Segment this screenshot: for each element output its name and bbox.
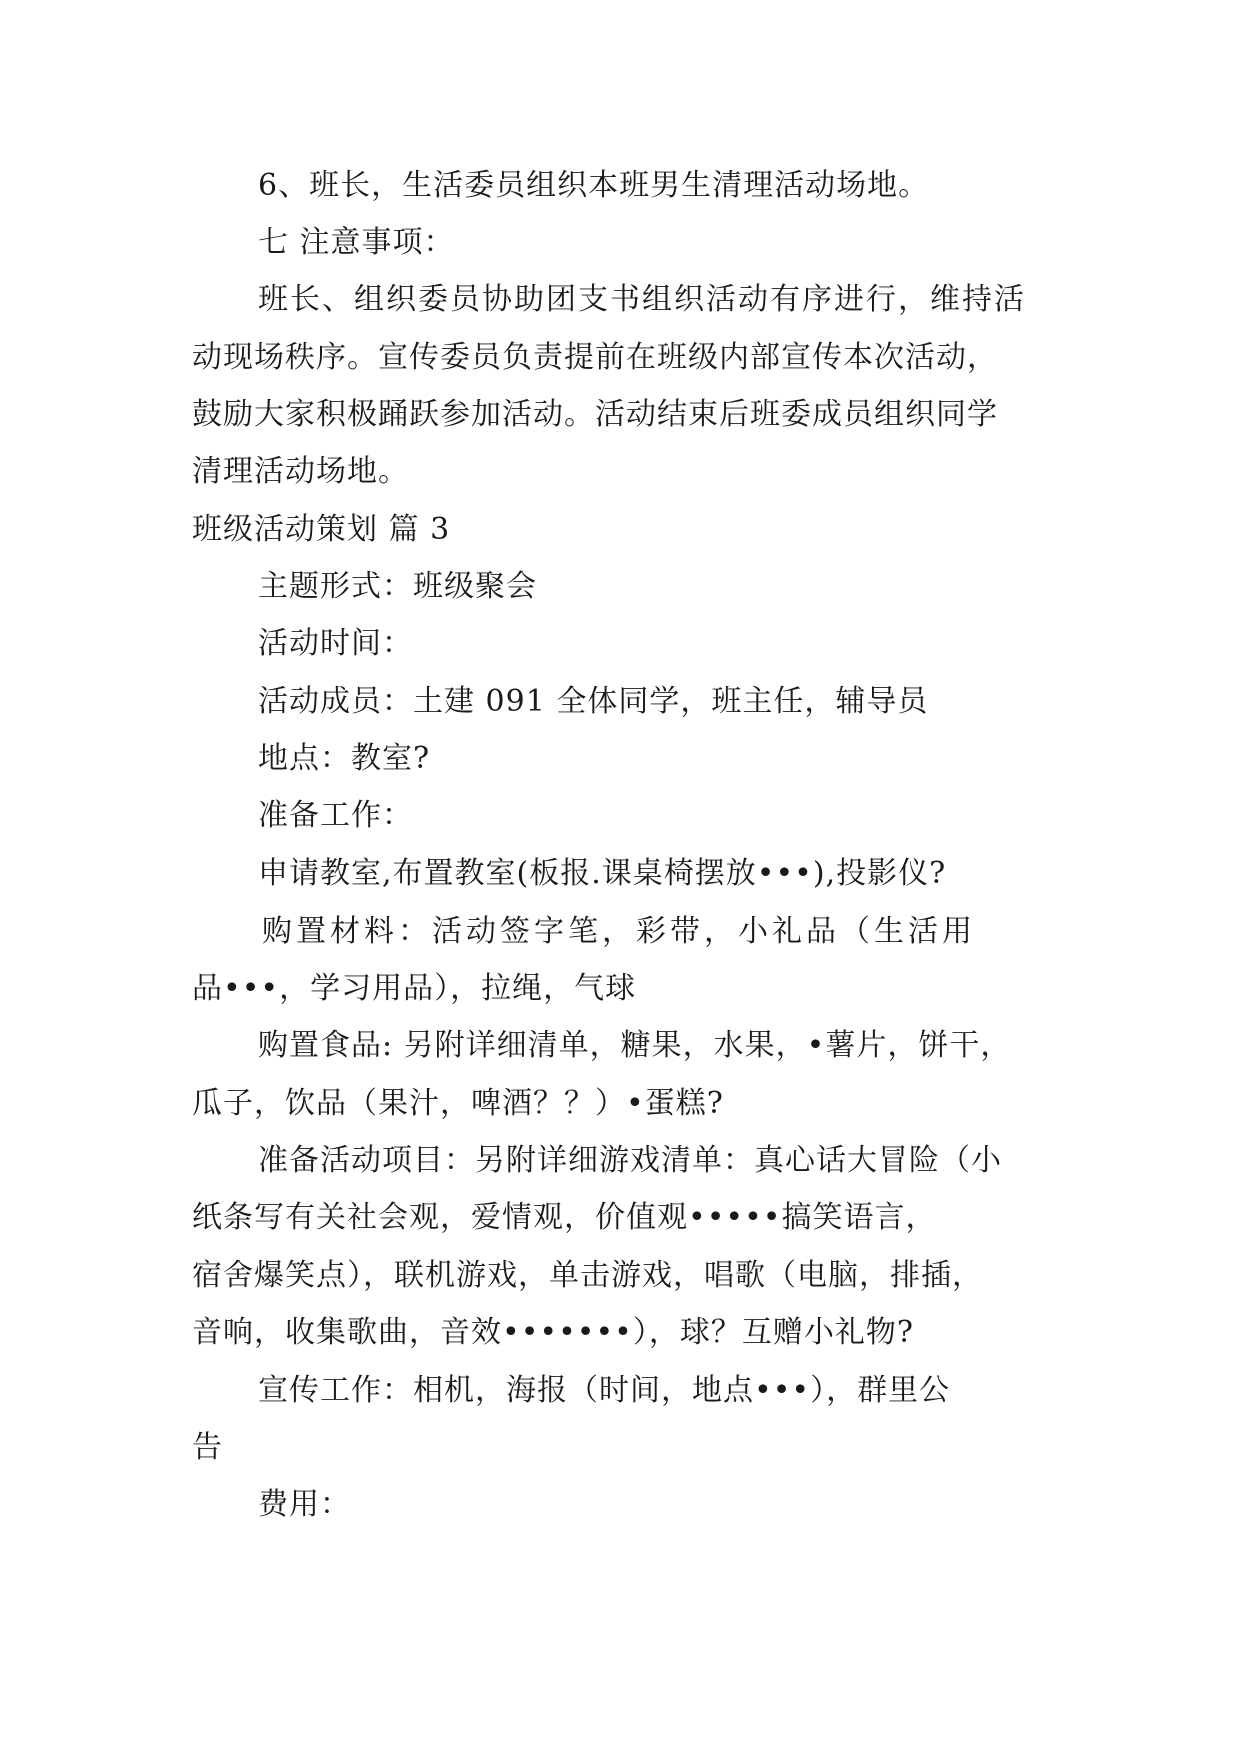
paragraph-line: 准备工作： (258, 798, 413, 833)
paragraph-line: 活动时间： (258, 626, 413, 661)
paragraph-line: 品•••，学习用品），拉绳，气球 (192, 971, 637, 1006)
section-heading: 七 注意事项： (258, 225, 455, 260)
paragraph-line: 纸条写有关社会观，爱情观，价值观•••••搞笑语言， (192, 1200, 937, 1235)
paragraph-line: 申请教室,布置教室(板报.课桌椅摆放•••),投影仪? (258, 856, 947, 891)
article-title: 班级活动策划 篇 3 (192, 512, 451, 547)
paragraph-line: 清理活动场地。 (192, 454, 409, 489)
paragraph-line: 动现场秩序。宣传委员负责提前在班级内部宣传本次活动， (192, 340, 998, 375)
paragraph-line: 班长、组织委员协助团支书组织活动有序进行，维持活 (258, 282, 1026, 317)
paragraph-line: 6、班长，生活委员组织本班男生清理活动场地。 (258, 168, 930, 203)
paragraph-line: 音响，收集歌曲，音效•••••••），球？互赠小礼物? (192, 1315, 914, 1350)
paragraph-line: 费用： (258, 1487, 351, 1522)
paragraph-line: 准备活动项目：另附详细游戏清单：真心话大冒险（小 (258, 1143, 1002, 1178)
paragraph-line: 主题形式：班级聚会 (258, 569, 537, 604)
paragraph-line: 瓜子，饮品（果汁，啤酒？？）•蛋糕? (192, 1086, 724, 1121)
paragraph-line: 宣传工作：相机，海报（时间，地点•••），群里公 (258, 1373, 951, 1408)
paragraph-line: 鼓励大家积极踊跃参加活动。活动结束后班委成员组织同学 (192, 397, 998, 432)
paragraph-line: 购置食品: 另附详细清单，糖果，水果，•薯片，饼干， (258, 1028, 1012, 1063)
paragraph-line: 活动成员：土建 091 全体同学，班主任，辅导员 (258, 684, 929, 719)
paragraph-line: 购置材料：活动签字笔，彩带，小礼品（生活用 (262, 914, 976, 949)
paragraph-line: 宿舍爆笑点），联机游戏，单击游戏，唱歌（电脑，排插， (192, 1258, 983, 1293)
paragraph-line: 告 (192, 1430, 223, 1465)
paragraph-line: 地点：教室? (258, 741, 431, 776)
